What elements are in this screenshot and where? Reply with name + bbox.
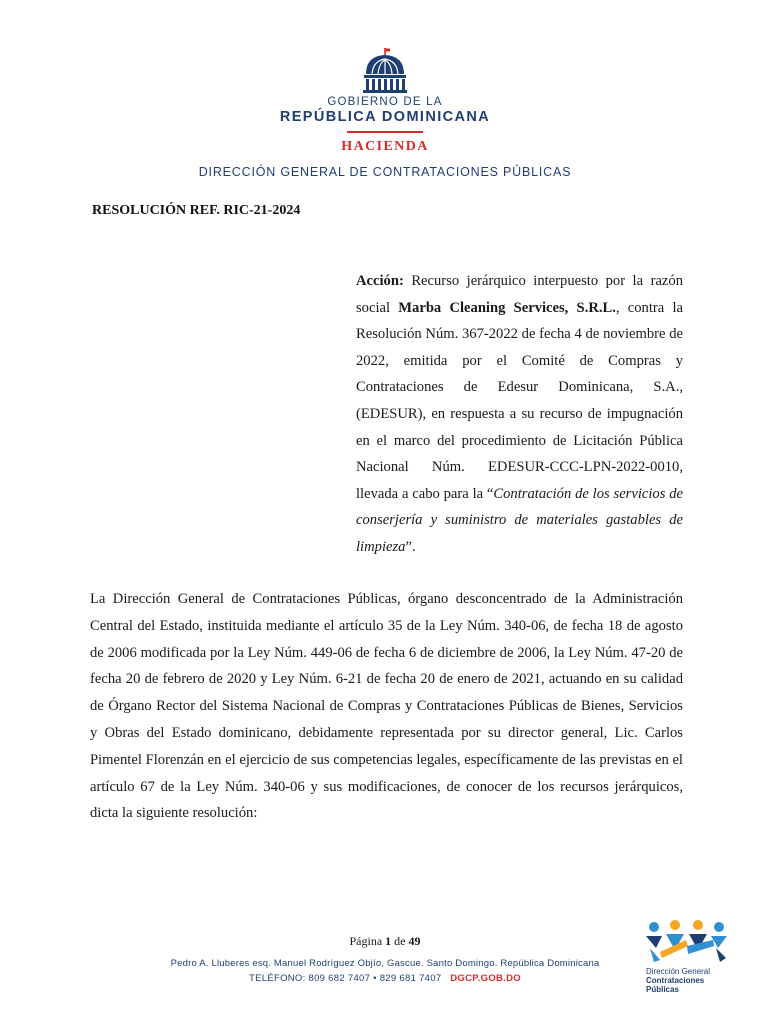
dgcp-logo-line2: Contrataciones Públicas [646,976,705,994]
government-line: GOBIERNO DE LA [327,96,443,108]
dgcp-logo-line1: Dirección General [646,967,711,976]
action-text-3: ”. [405,538,416,555]
contract-object: Contratación de los servicios de conserjería y suministro de materiales gastables de limpieza [356,485,683,555]
body-paragraph: La Dirección General de Contrataciones Públicas, órgano desconcentrado de la Administración Central del Estado, instituida mediante el artículo 35 de la Ley Núm. 340-06, de fecha 18 de agosto de 2006 modificada por la Ley Núm. 449-06 de fecha 6 de diciembre de 2006, la Ley Núm. 47-20 de fecha 20 de febrero de 2020 y Ley Núm. 6-21 de fecha 20 de enero de 2021, actuando en su calidad de Órgano Rector del Sistema Nacional de Compras y Contrataciones Públicas de Bienes, Servicios y Obras del Estado dominicano, debidamente representada por su director general, Lic. Carlos Pimentel Florenzán en el ejercicio de sus competencias legales, específicamente de las previstas en el artículo 67 de la Ley Núm. 340-06 y sus modificaciones, de conocer de los recursos jerárquicos, dicta la siguiente resolución: [90,591,683,822]
dgcp-logo [642,918,738,994]
action-label: Acción: [356,273,404,289]
red-divider [347,131,423,133]
agency-name: DIRECCIÓN GENERAL DE CONTRATACIONES PÚBLICAS [198,165,572,179]
footer-phones: TELÉFONO: 809 682 7407 • 829 681 7407 [249,973,442,984]
resolution-reference: RESOLUCIÓN REF. RIC-21-2024 [92,203,301,218]
ministry-name: HACIENDA [341,139,429,154]
page-total: 49 [408,934,421,948]
company-name: Marba Cleaning Services, S.R.L. [398,299,616,316]
page-current: 1 [385,934,392,948]
dome-seal-icon [360,48,410,94]
letterhead [0,48,770,179]
footer-address: Pedro A. Lluberes esq. Manuel Rodríguez Objío, Gascue. Santo Domingo. República Dominicana [170,958,600,969]
country-name: REPÚBLICA DOMINICANA [279,109,491,125]
page-of: de [391,934,409,948]
action-text-1: Recurso jerárquico interpuesto por la razón social [356,273,683,316]
footer-website: DGCP.GOB.DO [450,973,521,984]
page-prefix: Página [349,934,386,948]
action-summary [356,268,683,561]
dgcp-people-logo-icon [642,918,732,964]
action-text-2: , contra la Resolución Núm. 367-2022 de fecha 4 de noviembre de 2022, emitida por el Comité de Compras y Contrataciones de Edesur Dominicana, S.A., (EDESUR), en respuesta a su recurso de impugnación en el marco del procedimiento de Licitación Pública Nacional Núm. EDESUR-CCC-LPN-2022-0010, llevada a cabo para la “ [356,299,683,502]
